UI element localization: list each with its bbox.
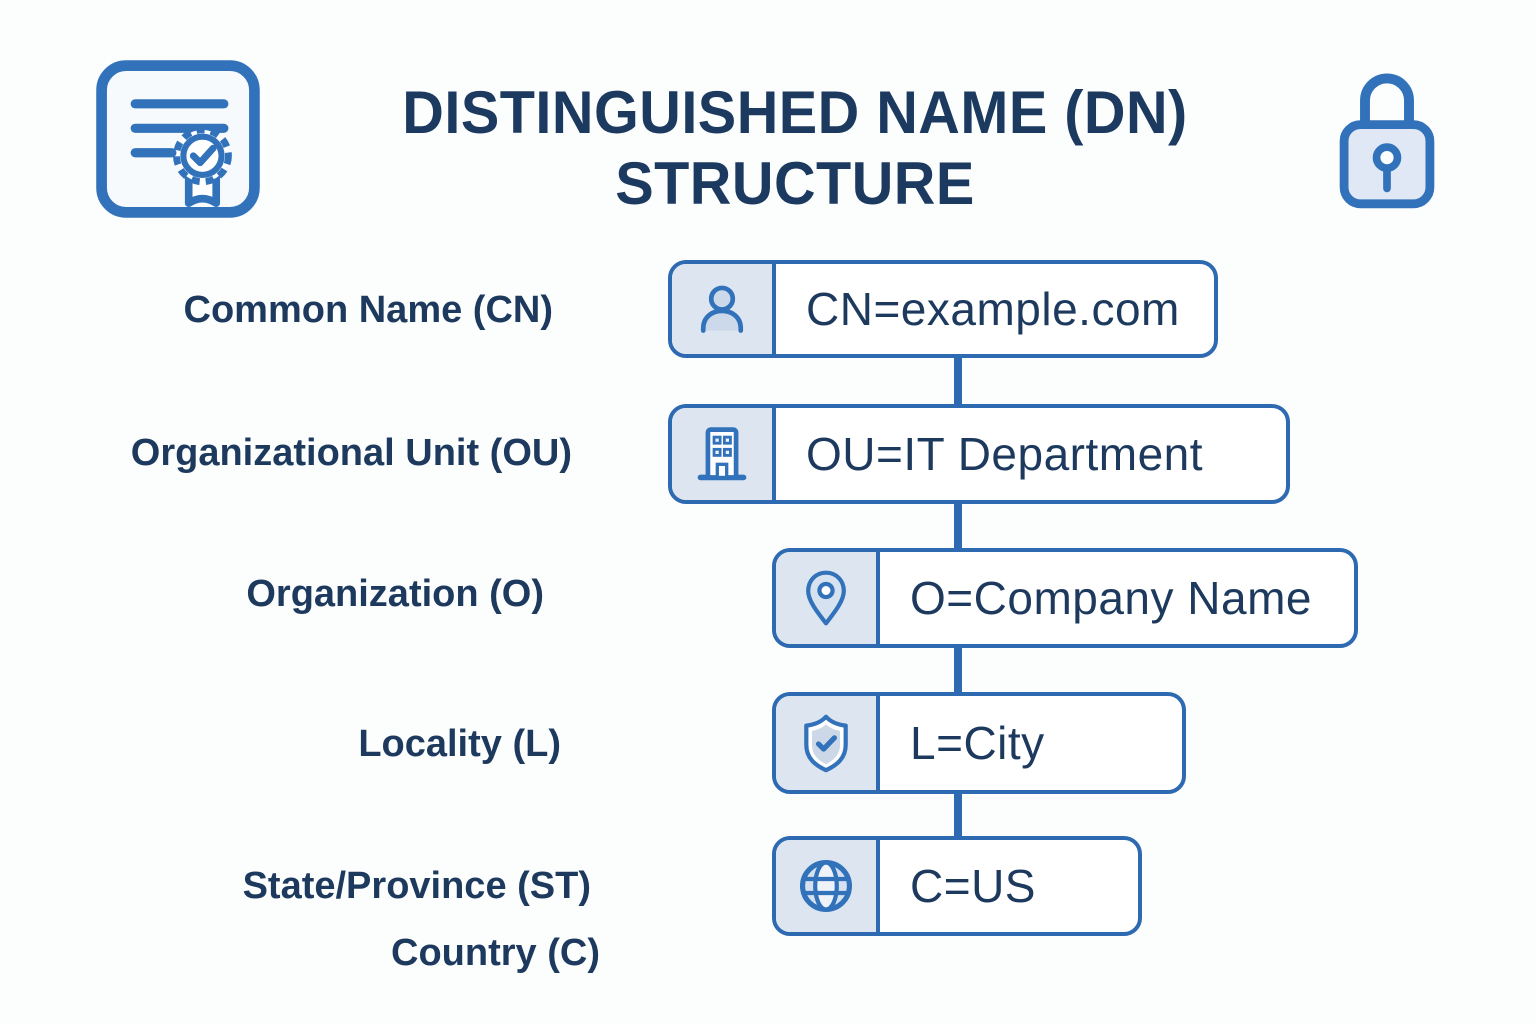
dn-value: OU=IT Department <box>806 428 1204 480</box>
certificate-icon <box>93 58 263 220</box>
dn-value: L=City <box>910 717 1045 769</box>
dn-box-o <box>772 548 1358 648</box>
icon-cell <box>776 696 880 790</box>
dn-box-c <box>772 836 1142 936</box>
connector-line <box>954 496 962 556</box>
row-label-state-province: State/Province (ST) <box>242 865 591 907</box>
connector-line <box>954 350 962 412</box>
row-label-organizational-unit: Organizational Unit (OU) <box>130 432 572 474</box>
page-title-line2: STRUCTURE <box>615 149 975 217</box>
dn-value: O=Company Name <box>910 572 1312 624</box>
row-label-locality: Locality (L) <box>358 723 561 765</box>
user-icon <box>692 279 752 339</box>
dn-value: CN=example.com <box>806 283 1180 335</box>
page-title-line1: DISTINGUISHED NAME (DN) <box>402 79 1188 146</box>
shield-check-icon <box>796 713 856 773</box>
row-label-country: Country (C) <box>391 932 600 974</box>
dn-box-ou <box>668 404 1290 504</box>
icon-cell <box>672 264 776 354</box>
row-label-common-name: Common Name (CN) <box>183 289 553 331</box>
globe-icon <box>796 856 856 916</box>
lock-icon <box>1332 52 1442 217</box>
connector-line <box>954 640 962 700</box>
icon-cell <box>776 552 880 644</box>
icon-cell <box>776 840 880 932</box>
building-icon <box>692 424 752 484</box>
location-pin-icon <box>796 568 856 628</box>
row-label-organization: Organization (O) <box>246 573 544 615</box>
dn-box-l <box>772 692 1186 794</box>
page-title <box>300 78 1290 220</box>
dn-value: C=US <box>910 860 1036 912</box>
icon-cell <box>672 408 776 500</box>
dn-box-cn <box>668 260 1218 358</box>
